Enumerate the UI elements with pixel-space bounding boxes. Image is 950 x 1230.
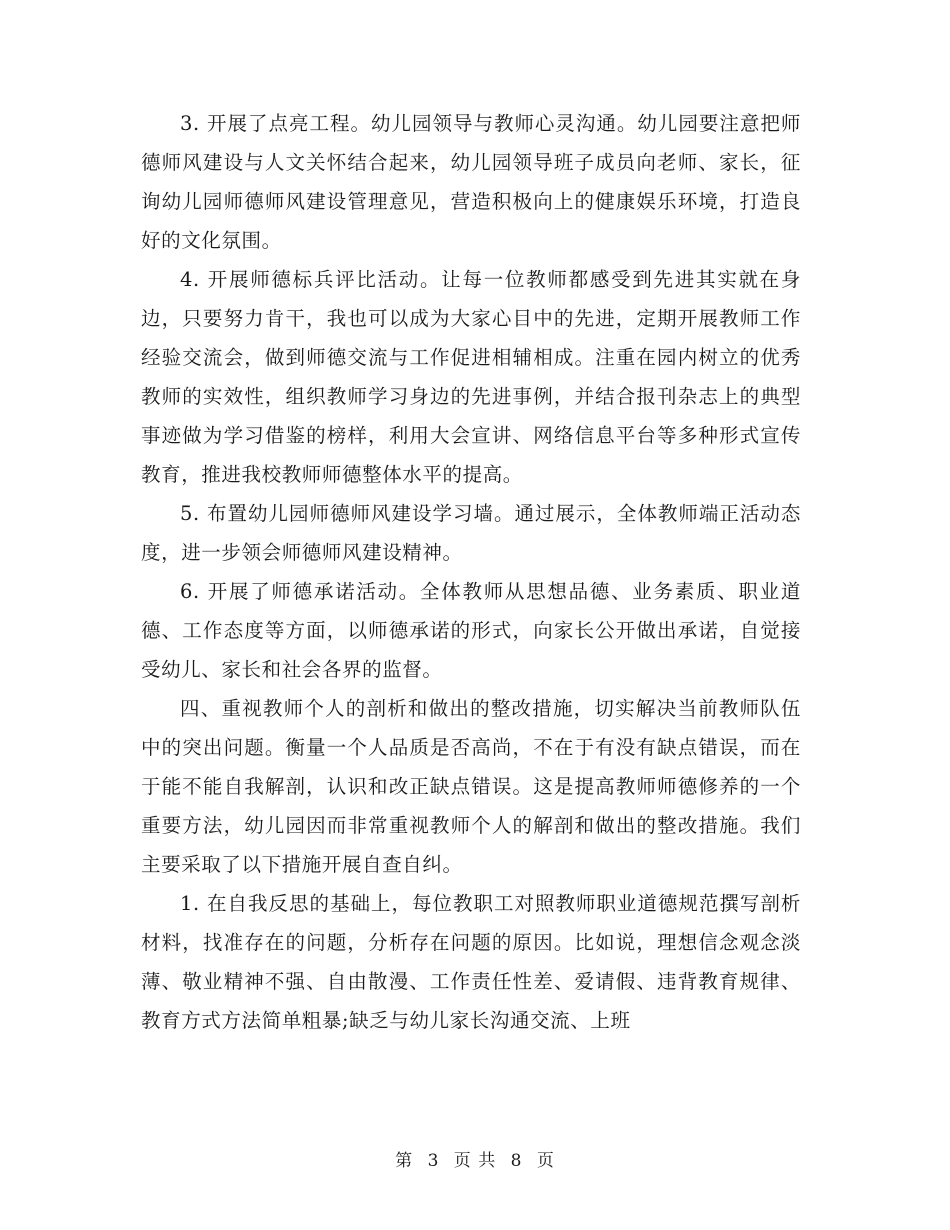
document-body bbox=[141, 104, 801, 1040]
footer-suffix: 页 bbox=[536, 1151, 555, 1171]
footer-middle: 页 共 bbox=[453, 1151, 497, 1171]
paragraph-item-6: 6. 开展了师德承诺活动。全体教师从思想品德、业务素质、职业道德、工作态度等方面，以师德承诺的形式，向家长公开做出承诺，自觉接受幼儿、家长和社会各界的监督。 bbox=[141, 580, 801, 681]
page-footer bbox=[0, 1146, 950, 1171]
paragraph-item-5: 5. 布置幼儿园师德师风建设学习墙。通过展示，全体教师端正活动态度，进一步领会师德师风建设精神。 bbox=[141, 502, 801, 564]
paragraph-item-1: 1. 在自我反思的基础上，每位教职工对照教师职业道德规范撰写剖析材料，找准存在的问题，分析存在问题的原因。比如说，理想信念观念淡薄、敬业精神不强、自由散漫、工作责任性差、爱请假、违背教育规律、教育方式方法简单粗暴;缺乏与幼儿家长沟通交流、上班 bbox=[141, 892, 801, 1032]
paragraph-section-four: 四、重视教师个人的剖析和做出的整改措施，切实解决当前教师队伍中的突出问题。衡量一个人品质是否高尚，不在于有没有缺点错误，而在于能不能自我解剖，认识和改正缺点错误。这是提高教师师德修养的一个重要方法，幼儿园因而非常重视教师个人的解剖和做出的整改措施。我们主要采取了以下措施开展自查自纠。 bbox=[141, 697, 801, 876]
paragraph-item-4: 4. 开展师德标兵评比活动。让每一位教师都感受到先进其实就在身边，只要努力肯干，我也可以成为大家心目中的先进，定期开展教师工作经验交流会，做到师德交流与工作促进相辅相成。注重在园内树立的优秀教师的实效性，组织教师学习身边的先进事例，并结合报刊杂志上的典型事迹做为学习借鉴的榜样，利用大会宣讲、网络信息平台等多种形式宣传教育，推进我校教师师德整体水平的提高。 bbox=[141, 268, 801, 486]
paragraph-item-3: 3. 开展了点亮工程。幼儿园领导与教师心灵沟通。幼儿园要注意把师德师风建设与人文关怀结合起来，幼儿园领导班子成员向老师、家长，征询幼儿园师德师风建设管理意见，营造积极向上的健康娱乐环境，打造良好的文化氛围。 bbox=[141, 112, 801, 252]
footer-total-pages: 8 bbox=[510, 1151, 523, 1171]
footer-prefix: 第 bbox=[395, 1151, 414, 1171]
footer-page-number: 3 bbox=[427, 1151, 440, 1171]
